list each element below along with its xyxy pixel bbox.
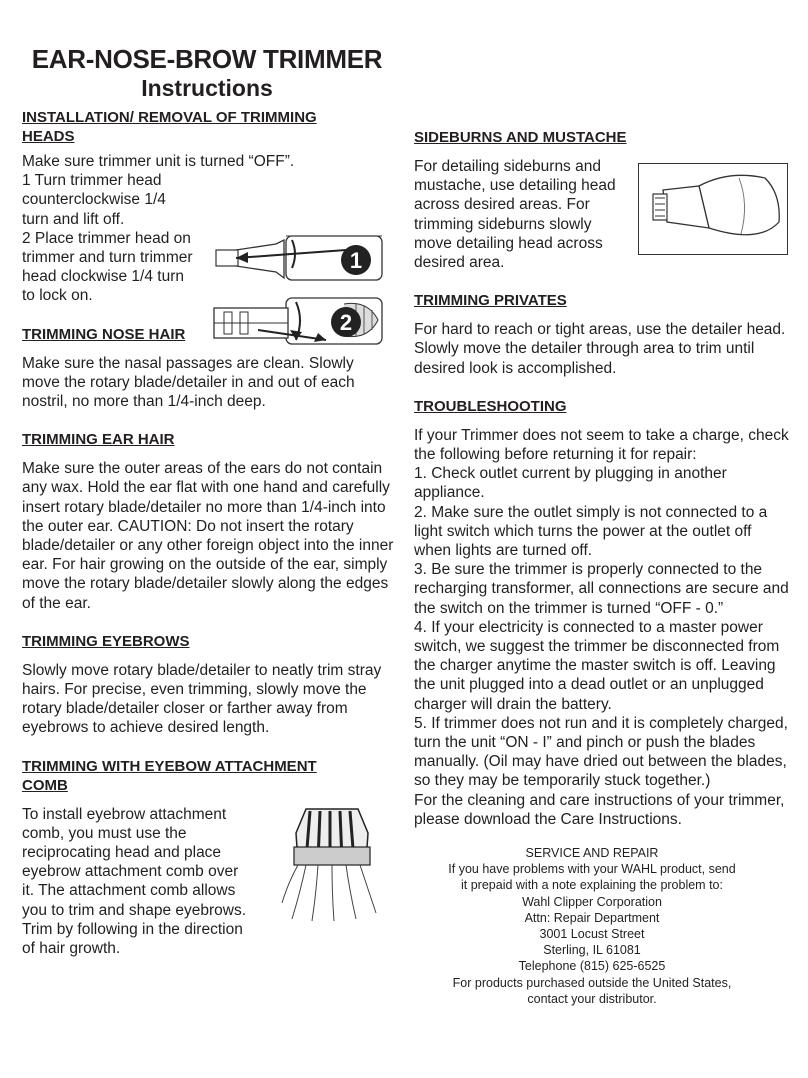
eyebrows-heading: TRIMMING EYEBROWS <box>22 632 190 650</box>
privates-heading: TRIMMING PRIVATES <box>414 292 567 310</box>
service-and-repair <box>414 845 770 1007</box>
trimmer-head-removal-illustration <box>206 228 384 286</box>
section-attachment-comb <box>22 757 394 959</box>
service-line: contact your distributor. <box>527 991 657 1006</box>
right-column <box>414 128 790 829</box>
service-city: Sterling, IL 61081 <box>543 943 641 958</box>
installation-step-2: 2 Place trimmer head on trimmer and turn trimmer head clockwise 1/4 turn to lock on. <box>22 229 193 305</box>
detailing-head-figure <box>638 163 788 255</box>
service-company: Wahl Clipper Corporation <box>522 894 662 909</box>
ear-hair-heading: TRIMMING EAR HAIR <box>22 431 175 449</box>
figure-step-label-1: 1 <box>349 248 363 273</box>
trimmer-head-install-illustration <box>206 290 384 350</box>
attachment-comb-body: To install eyebrow attachment comb, you must use the reciprocating head and place eyebrow attachment comb over it. The attachment comb allows you to trim and shape eyebrows. Trim by following in the direction of hair growth. <box>22 805 247 958</box>
service-line: For products purchased outside the United States, <box>452 975 732 990</box>
left-column <box>22 108 394 977</box>
eyebrows-body: Slowly move rotary blade/detailer to neatly trim stray hairs. For precise, even trimming, slowly move the rotary blade/detailer closer or farther away from eyebrows to achieve desired length. <box>22 661 382 737</box>
section-privates <box>414 291 790 378</box>
sideburns-heading: SIDEBURNS AND MUSTACHE <box>414 129 627 146</box>
figure-step-label-2: 2 <box>339 310 353 335</box>
trimmer-head-removal-figure <box>206 228 384 286</box>
service-line: it prepaid with a note explaining the problem to: <box>461 878 723 893</box>
troubleshooting-item: 4. If your electricity is connected to a master power switch, we suggest the trimmer be disconnected from the charger anytime the master switch is off. Leaving the unit plugged into a dead outlet or an unplugged charger will drain the battery. <box>414 618 780 713</box>
troubleshooting-item: 2. Make sure the outlet simply is not connected to a light switch which turns the power at the outlet off when lights are turned off. <box>414 503 768 560</box>
section-sideburns <box>414 128 790 272</box>
section-ear-hair <box>22 430 394 613</box>
sideburns-body: For detailing sideburns and mustache, use detailing head across desired areas. For trimming sideburns slowly move detailing head across desired area. <box>414 158 616 272</box>
installation-step-1: 1 Turn trimmer head counterclockwise 1/4 turn and lift off. <box>22 172 166 228</box>
troubleshooting-item: 1. Check outlet current by plugging in another appliance. <box>414 465 727 502</box>
attachment-comb-illustration <box>276 803 386 923</box>
service-telephone: Telephone (815) 625-6525 <box>518 959 666 974</box>
service-line: If you have problems with your WAHL product, send <box>448 862 736 877</box>
troubleshooting-item: 5. If trimmer does not run and it is completely charged, turn the unit “ON - I” and pinch or push the blades manually. (Oil may have dried out between the blades, so they may be temporarily stuck together.) <box>414 714 788 790</box>
detailing-head-illustration <box>639 164 787 254</box>
ear-hair-body: Make sure the outer areas of the ears do not contain any wax. Hold the ear flat with one hand and carefully insert rotary blade/detailer no more than 1/4-inch into the outer ear. CAUTION: Do not insert the rotary blade/detailer or any other foreign object into the inner ear. For hair growing on the outside of the ear, simply move the rotary blade/detailer slowly along the edges of the ear. <box>22 460 394 612</box>
nose-hair-heading: TRIMMING NOSE HAIR <box>22 325 186 343</box>
installation-heading: INSTALLATION/ REMOVAL OF TRIMMING HEADS <box>22 109 317 145</box>
document-title: EAR-NOSE-BROW TRIMMER <box>31 44 383 74</box>
section-eyebrows <box>22 632 394 738</box>
troubleshooting-intro: If your Trimmer does not seem to take a charge, check the following before returning it for repair: <box>414 426 789 464</box>
document-subtitle: Instructions <box>141 75 273 101</box>
trimmer-head-install-figure <box>206 290 384 350</box>
service-attention: Attn: Repair Department <box>524 910 660 925</box>
service-heading: SERVICE AND REPAIR <box>525 846 659 860</box>
attachment-comb-heading: TRIMMING WITH EYEBOW ATTACHMENT COMB <box>22 757 317 794</box>
troubleshooting-item: 3. Be sure the trimmer is properly connected to the recharging transformer, all connections are secure and the switch on the trimmer is turned “OFF - 0.” <box>414 561 789 617</box>
document-header <box>22 44 392 102</box>
troubleshooting-outro: For the cleaning and care instructions of your trimmer, please download the Care Instructions. <box>414 791 785 828</box>
section-troubleshooting <box>414 397 790 829</box>
service-street: 3001 Locust Street <box>539 927 645 942</box>
privates-body: For hard to reach or tight areas, use the detailer head. Slowly move the detailer through area to trim until desired look is accomplished. <box>414 321 786 377</box>
attachment-comb-figure <box>276 803 386 923</box>
troubleshooting-heading: TROUBLESHOOTING <box>414 397 567 415</box>
nose-hair-body: Make sure the nasal passages are clean. Slowly move the rotary blade/detailer in and out of each nostril, no more than 1/4-inch deep. <box>22 354 355 411</box>
installation-intro: Make sure trimmer unit is turned “OFF”. <box>22 153 295 170</box>
